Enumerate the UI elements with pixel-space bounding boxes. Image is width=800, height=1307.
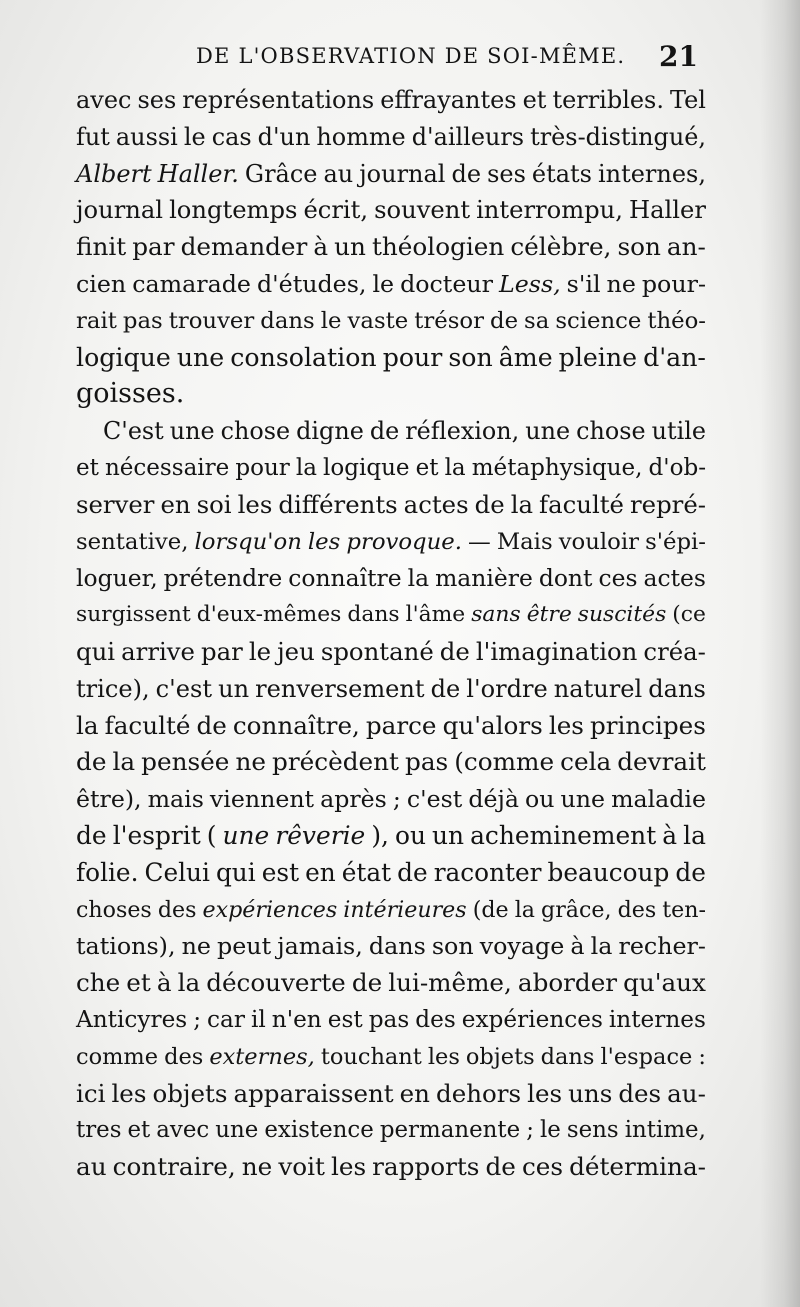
word: l'âme [405,602,466,628]
word: principes [589,710,706,740]
word: jeu [277,636,315,666]
word: représentations [182,86,375,114]
word: une [169,417,215,446]
word: les [111,1078,147,1108]
text-line [76,855,706,892]
text-line [76,450,706,487]
word: — [468,528,491,555]
italic-word: Albert [76,159,152,188]
word: sentative, [76,528,189,555]
word: les [427,1043,460,1070]
word: pas [122,307,163,334]
word: logique [323,454,410,481]
italic-word: Less, [499,269,561,298]
word: l'espace [600,1043,693,1070]
word: le [320,307,342,334]
word: déjà [468,785,519,814]
word: de [675,857,706,887]
word: beaucoup [547,857,670,887]
word: naturel [553,674,643,703]
word: an- [666,232,706,262]
word: célèbre, [510,232,612,262]
word: longtemps [169,196,298,225]
word: d'eux-mêmes [196,602,342,628]
word: le [539,1117,561,1144]
word: découverte [206,968,346,998]
word: de [439,636,470,666]
word: camarade [132,269,251,298]
italic-word: être [526,602,572,628]
word: qui [215,857,256,887]
italic-word: une [222,820,270,850]
word: qui [76,636,116,666]
word: des [157,896,197,923]
word: la [76,710,99,740]
word: uns [568,1078,613,1108]
word: ne [241,1152,273,1182]
word: au [76,1152,107,1182]
word: raconter [433,857,542,887]
word: cien [76,269,127,298]
word: (de [472,896,509,923]
word: ( [206,820,217,850]
word: différents [278,489,398,519]
word: d'études, [256,269,367,298]
word: un [432,820,465,850]
word: rapports [372,1152,480,1182]
text-line [76,744,706,781]
word: aussi [115,122,178,151]
word: une [525,417,571,446]
word: pour- [641,269,706,298]
word: la [510,489,534,519]
word: connaître [288,564,402,593]
word: cas [211,122,252,151]
word: manière [435,564,533,593]
word: choses [76,896,152,923]
word: dans [347,602,400,628]
word: le [183,122,206,151]
word: pour [382,342,443,372]
italic-word: lorsqu'on [194,528,302,555]
italic-word: externes, [209,1043,315,1070]
text-line [76,1039,706,1076]
word: c'est [155,674,213,703]
word: sa [524,307,550,334]
word: (ce [672,602,706,628]
word: rait [76,307,117,334]
word: repré- [630,489,706,519]
word: loguer, [76,564,158,593]
italic-word: suscités [577,602,667,628]
text-line [76,487,706,524]
word: par [132,232,175,262]
page-header [76,40,698,76]
word: demander [180,232,308,262]
word: trésor [414,307,484,334]
italic-word: expériences [202,896,338,923]
text-line [76,119,706,156]
text-line [76,781,706,818]
word: docteur [400,269,493,298]
word: la [177,968,201,998]
word: parce [365,710,437,740]
word: comme [76,1043,159,1070]
word: dont [538,564,593,593]
word: Haller [628,196,706,225]
text-line [76,892,706,929]
word: le [372,269,395,298]
word: folie. [76,857,139,887]
word: la [295,454,317,481]
word: existence [264,1117,374,1144]
word: les [548,710,584,740]
word: vaste [347,307,409,334]
word: n'en [271,1005,322,1033]
word: dans [540,1043,595,1070]
text-line [76,82,706,119]
word: ou [394,820,426,850]
text-line [76,524,706,561]
word: ; [526,1117,534,1144]
word: détermina- [569,1152,706,1182]
word: à [570,932,585,961]
word: dans [648,674,706,703]
word: c'est [406,785,463,814]
text-line [76,340,706,377]
text-line [76,1149,706,1186]
word: C'est [103,417,164,446]
word: digne [296,417,364,446]
word: renversement [255,674,425,703]
word: et [522,86,547,114]
word: journal [76,196,164,225]
word: en [399,1078,430,1108]
word: la [683,820,706,850]
word: après [320,785,387,814]
word: peut [217,932,272,961]
word: internes [608,1005,706,1033]
word: qu'aux [623,968,706,998]
word: : [698,1043,706,1070]
word: d'an- [643,342,706,372]
word: Mais [496,528,553,555]
text-line [76,560,706,597]
word: de [430,674,461,703]
word: tations), [76,932,176,961]
word: il [250,1005,266,1033]
word: dans [260,307,315,334]
word: l'esprit [112,820,201,850]
word: les [237,489,273,519]
word: viennent [209,785,315,814]
word: de [397,857,428,887]
word: chose [220,417,291,446]
word: la [444,454,466,481]
word: maladie [611,785,706,814]
word: son [431,932,474,961]
italic-word: Haller. [157,159,239,188]
word: en [160,489,191,519]
word: et [76,454,99,481]
text-line [76,303,706,340]
word: actes [643,564,706,593]
word: intime, [624,1117,706,1144]
italic-word: intérieures [343,896,467,923]
word: (comme [454,747,555,777]
word: chose [576,417,646,446]
text-line [76,1002,706,1039]
word: est [261,857,300,887]
page-edge-shadow [760,0,800,1307]
word: trouver [168,307,255,334]
word: avec [156,1117,210,1144]
word: en [305,857,336,887]
word: internes, [597,159,706,188]
word: journal [359,159,446,188]
word: des [164,1043,204,1070]
body-text [76,82,706,1186]
word: Celui [144,857,210,887]
text-line [76,192,706,229]
word: vouloir [558,528,640,555]
text-line [76,266,706,303]
text-line [76,597,706,634]
word: le [248,636,272,666]
word: expériences [461,1005,603,1033]
word: effrayantes [380,86,517,114]
word: pleine [558,342,638,372]
word: ), [371,820,389,850]
word: des [617,896,657,923]
word: dans [368,932,426,961]
italic-word: provoque. [346,528,462,555]
word: aborder [517,968,618,998]
word: ici [76,1078,106,1108]
word: de [369,417,400,446]
word: à [156,968,172,998]
italic-word: les [307,528,341,555]
word: server [76,489,155,519]
text-line [76,818,706,855]
word: prétendre [163,564,283,593]
word: spontané [320,636,434,666]
word: de [351,968,383,998]
word: souvent [374,196,471,225]
word: qu'alors [442,710,543,740]
word: touchant [320,1043,422,1070]
word: un [218,674,250,703]
word: et [127,1117,151,1144]
word: jamais, [277,932,363,961]
word: pensée [141,747,230,777]
word: à [662,820,678,850]
word: consolation [230,342,377,372]
word: homme [316,122,406,151]
word: précèdent [272,747,399,777]
text-line [76,708,706,745]
word: et [415,454,439,481]
word: contraire, [112,1152,236,1182]
word: de [490,307,519,334]
word: un [334,232,366,262]
italic-word: rêverie [275,820,366,850]
word: créa- [643,636,706,666]
word: ne [606,269,636,298]
word: Tel [669,86,706,114]
text-line [76,671,706,708]
word: la [514,896,535,923]
word: être), [76,785,142,814]
word: état [341,857,392,887]
word: goisses. [76,378,185,410]
word: faculté [539,489,624,519]
word: car [207,1005,245,1033]
word: de [196,710,227,740]
word: ces [598,564,638,593]
word: son [448,342,493,372]
word: soi [196,489,232,519]
word: la [590,932,613,961]
word: connaître, [232,710,360,740]
word: pour [235,454,290,481]
word: cela [560,747,612,777]
word: nécessaire [104,454,230,481]
word: tres [76,1117,122,1144]
word: théo- [647,307,706,334]
word: ; [392,785,401,814]
word: les [527,1078,563,1108]
text-line [76,413,706,450]
text-line [76,229,706,266]
word: états [531,159,592,188]
word: objets [465,1043,535,1070]
word: fut [76,122,110,151]
word: d'ailleurs [411,122,525,151]
word: utile [651,417,706,446]
word: grâce, [541,896,612,923]
word: ne [235,747,266,777]
text-line [76,156,706,193]
word: de [76,747,107,777]
text-line [76,928,706,965]
text-line [76,1076,706,1113]
word: sens [566,1117,619,1144]
word: ; [193,1005,202,1033]
word: théologien [371,232,505,262]
word: finit [76,232,127,262]
word: devrait [617,747,706,777]
word: au [323,159,354,188]
word: la [112,747,136,777]
word: apparaissent [233,1078,394,1108]
word: science [555,307,642,334]
word: ou [525,785,555,814]
text-line [76,965,706,1002]
word: une [215,1117,259,1144]
word: de [76,820,107,850]
word: Grâce [244,159,318,188]
word: ses [137,86,177,114]
word: d'un [257,122,311,151]
word: par [201,636,243,666]
word: Anticyres [76,1005,188,1033]
word: avec [76,86,132,114]
word: une [176,342,225,372]
word: est [327,1005,363,1033]
word: d'ob- [648,454,706,481]
text-line [76,376,706,413]
word: et [126,968,151,998]
word: objets [152,1078,228,1108]
word: très-distingué, [530,122,706,151]
word: écrit, [303,196,369,225]
word: des [415,1005,456,1033]
word: ces [521,1152,564,1182]
word: son [617,232,661,262]
word: de [485,1152,516,1182]
word: logique [76,342,171,372]
running-head: DE L'OBSERVATION DE SOI-MÊME. [196,44,626,68]
word: pas [368,1005,410,1033]
word: ten- [662,896,706,923]
word: recher- [618,932,706,961]
word: l'ordre [466,674,548,703]
word: la [407,564,430,593]
word: de [474,489,505,519]
word: s'épi- [645,528,706,555]
word: âme [498,342,553,372]
word: pas [405,747,449,777]
word: s'il [566,269,601,298]
word: permanente [379,1117,521,1144]
word: une [560,785,606,814]
text-line [76,1112,706,1149]
word: à [313,232,329,262]
italic-word: sans [471,602,521,628]
word: terribles. [552,86,664,114]
word: interrompu, [476,196,623,225]
word: lui-même, [388,968,512,998]
word: arrive [121,636,195,666]
word: actes [403,489,469,519]
text-line [76,634,706,671]
word: les [330,1152,367,1182]
word: mais [147,785,204,814]
word: ne [181,932,211,961]
page-number: 21 [659,40,698,73]
word: faculté [104,710,191,740]
word: ses [487,159,526,188]
word: acheminement [470,820,657,850]
word: dehors [436,1078,522,1108]
word: voyage [479,932,565,961]
word: au- [667,1078,706,1108]
word: métaphysique, [471,454,643,481]
word: de [451,159,482,188]
word: trice), [76,674,150,703]
word: che [76,968,121,998]
word: réflexion, [405,417,520,446]
word: surgissent [76,602,191,628]
word: voit [278,1152,325,1182]
word: l'imagination [475,636,638,666]
word: des [618,1078,662,1108]
